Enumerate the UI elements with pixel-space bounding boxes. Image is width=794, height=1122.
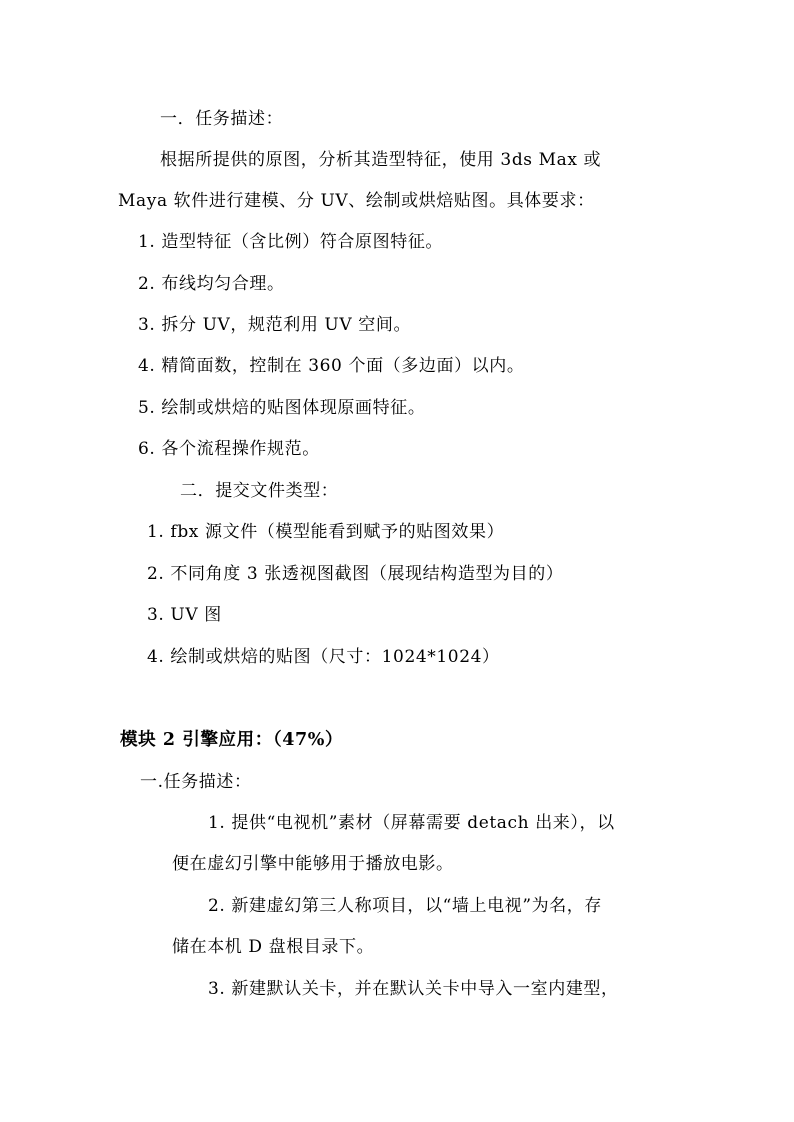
submit-item: 1. fbx 源文件（模型能看到赋予的贴图效果） [147,522,505,542]
task-item-3-line-1: 3. 新建默认关卡，并在默认关卡中导入一室内建型， [208,979,619,999]
requirement-item: 4. 精简面数，控制在 360 个面（多边面）以内。 [138,356,525,376]
task-description-heading: 一．任务描述： [160,109,284,129]
submit-item: 4. 绘制或烘焙的贴图（尺寸：1024*1024） [147,647,500,667]
task-item-2-line-2: 储在本机 D 盘根目录下。 [172,937,375,957]
task-item-1-line-2: 便在虚幻引擎中能够用于播放电影。 [172,854,454,874]
requirement-item: 5. 绘制或烘焙的贴图体现原画特征。 [138,398,426,418]
task-description-heading-2: 一.任务描述： [140,772,252,792]
description-line-1: 根据所提供的原图，分析其造型特征，使用 3ds Max 或 [160,150,602,170]
submit-item: 3. UV 图 [147,605,222,625]
submit-item: 2. 不同角度 3 张透视图截图（展现结构造型为目的） [147,564,564,584]
task-item-1-line-1: 1. 提供“电视机”素材（屏幕需要 detach 出来），以 [208,813,615,833]
submit-types-heading: 二．提交文件类型： [180,481,339,501]
module-2-title: 模块 2 引擎应用：（47%） [120,730,344,750]
requirement-item: 6. 各个流程操作规范。 [138,439,320,459]
task-item-2-line-1: 2. 新建虚幻第三人称项目，以“墙上电视”为名，存 [208,896,603,916]
requirement-item: 2. 布线均匀合理。 [138,274,285,294]
requirement-item: 1. 造型特征（含比例）符合原图特征。 [138,232,444,252]
description-line-2: Maya 软件进行建模、分 UV、绘制或烘焙贴图。具体要求： [118,191,595,211]
requirement-item: 3. 拆分 UV，规范利用 UV 空间。 [138,315,412,335]
